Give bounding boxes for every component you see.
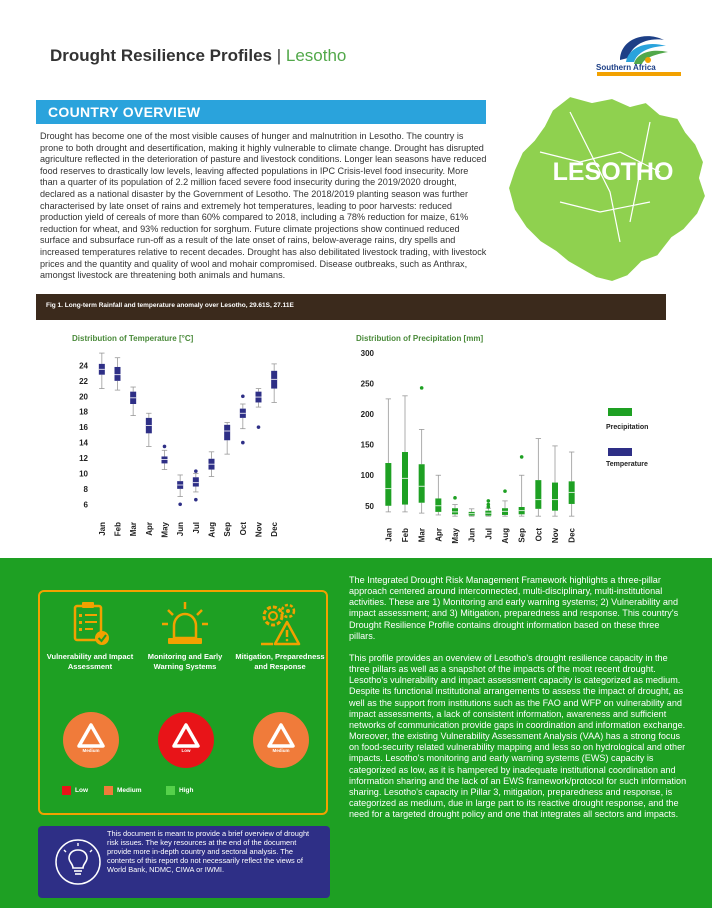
legend-label-temperature: Temperature <box>606 461 648 468</box>
box-body <box>115 367 121 381</box>
checklist-icon <box>63 600 117 648</box>
warning-triangle-icon <box>266 722 296 750</box>
lesotho-map-shape <box>508 96 706 282</box>
document-title-text: Drought Resilience Profiles <box>50 46 272 65</box>
level-high <box>166 784 193 796</box>
legend-swatch-precipitation <box>608 408 632 416</box>
outlier-point <box>503 489 507 493</box>
x-tick-label: Nov <box>551 528 560 544</box>
framework-paragraph-2: This profile provides an overview of Lesotho's drought resilience capacity in the three pillars as well as a snapshot of the impacts of the most recent drought. Lesotho's vulnerability and impact assessment capacity is categorized as medium. Despite its functional institutional arrangements to assess the impact of drought, as well as the support from institutions such as the FAO and WFP on vulnerability and impact assessments, a lack of consistent information, awareness and sufficient networks of communication provide gaps in coordination and information exchange. Moreover, the existing Vulnerability Assessment Analysis (VAA) has a strong focus on food-security related vulnerability mapping and less so on hydrological and other impacts. Lesotho's monitoring and early warning systems (EWS) capacity is categorized as low, as it is hampered by inadequate institutional coordination and information sharing and the lack of an EWS framework/protocol for such information sharing. Lesotho's capacity in Pillar 3, mitigation, preparedness and response, is categorized as medium, due in large part to its reactive drought response, and the need for a targeted drought policy and one that integrates all sectors and impacts. <box>349 652 687 820</box>
gears-warning-icon <box>253 600 307 648</box>
box-jan <box>385 399 391 512</box>
precipitation-legend <box>606 408 648 468</box>
pillar-badge-vulnerability <box>63 712 119 768</box>
y-tick-label: 20 <box>79 392 88 402</box>
y-tick-label: 10 <box>79 469 88 479</box>
legend-label-precipitation: Precipitation <box>606 424 649 431</box>
box-nov <box>256 389 262 429</box>
y-tick-label: 250 <box>360 379 374 389</box>
box-may <box>452 496 458 516</box>
x-tick-label: Jul <box>484 528 494 540</box>
document-country: Lesotho <box>285 46 347 65</box>
y-tick-label: 6 <box>83 500 88 510</box>
outlier-point <box>520 455 524 459</box>
pillar-badge-mitigation <box>253 712 309 768</box>
x-tick-label: Apr <box>144 522 154 536</box>
box-dec <box>569 452 575 516</box>
x-tick-label: Oct <box>238 522 248 536</box>
y-tick-label: 200 <box>360 410 374 420</box>
box-sep <box>224 423 230 455</box>
outlier-point <box>194 469 198 473</box>
outlier-point <box>178 502 182 506</box>
level-medium <box>104 784 142 796</box>
box-aug <box>502 489 508 516</box>
level-label-low: Low <box>75 786 88 794</box>
warning-triangle-icon <box>76 722 106 750</box>
box-apr <box>146 413 152 446</box>
box-jan <box>99 353 105 388</box>
y-tick-label: 16 <box>79 423 88 433</box>
temperature-chart-title: Distribution of Temperature [°C] <box>72 334 194 343</box>
title-separator: | <box>276 46 282 65</box>
pillar-badge-text-monitoring: Low <box>181 748 191 753</box>
pillar-badge-text-mitigation: Medium <box>272 748 290 753</box>
y-tick-label: 12 <box>79 454 88 463</box>
x-tick-label: Aug <box>207 522 217 538</box>
box-mar <box>419 386 425 513</box>
warning-triangle-icon <box>171 722 201 750</box>
box-feb <box>402 396 408 512</box>
box-body <box>435 498 441 511</box>
box-jun <box>177 475 183 506</box>
outlier-point <box>487 499 491 503</box>
y-tick-label: 22 <box>79 376 88 386</box>
level-swatch-low <box>62 786 71 795</box>
level-low <box>62 784 88 796</box>
x-tick-label: Jun <box>176 522 186 537</box>
x-tick-label: May <box>160 522 170 538</box>
outlier-point <box>163 445 167 449</box>
level-swatch-high <box>166 786 175 795</box>
x-tick-label: Jun <box>467 528 477 543</box>
x-tick-label: Dec <box>270 522 280 537</box>
level-swatch-medium <box>104 786 113 795</box>
y-tick-label: 8 <box>83 484 88 494</box>
temperature-chart <box>60 330 330 560</box>
precipitation-plot-area <box>361 349 577 544</box>
framework-paragraph-1: The Integrated Drought Risk Management Framework highlights a three-pillar approach centered around interconnected, multi-disciplinary, multi-institutional activities. These are 1) Monitoring and early warning systems; 2) Vulnerability and impact assessment; and 3) Mitigation, preparedness and response. This country's Drought Resilience Profile contains drought information based on these three pillars. <box>349 575 679 641</box>
box-body <box>193 477 199 486</box>
x-tick-label: Oct <box>534 528 544 542</box>
legend-swatch-temperature <box>608 448 632 456</box>
outlier-point <box>257 425 261 429</box>
document-title <box>50 46 346 66</box>
figure-caption: Fig 1. Long-term Rainfall and temperature anomaly over Lesotho, 29.61S, 27.11E <box>46 302 294 309</box>
alarm-icon <box>158 600 212 648</box>
y-tick-label: 300 <box>360 349 374 359</box>
pillars-panel <box>38 590 328 815</box>
box-body <box>419 464 425 502</box>
box-body <box>535 480 541 509</box>
box-oct <box>240 394 246 444</box>
x-tick-label: Mar <box>417 528 427 543</box>
x-tick-label: Mar <box>129 522 139 537</box>
x-tick-label: Sep <box>223 522 233 537</box>
x-tick-label: Aug <box>501 528 510 544</box>
outlier-point <box>241 441 245 445</box>
x-tick-label: May <box>451 528 460 544</box>
country-overview-text: Drought has become one of the most visible causes of hunger and malnutrition in Lesotho. The country is prone to both drought and desertification, making it highly vulnerable to climate change. Drought has disrupted agriculture reflected in the deterioration of pasture and livestock conditions. Longer lean seasons have reduced food reserves to drastically low levels, leaving affected populations in IPC Crisis-level food insecurity. More than a quarter of its population of 2.2 million faced severe food insecurity during the 2019/2020 drought, declared as a national disaster by the Government of Lesotho. The 2018/2019 planting season was further characterised by late onset of rains and extremely hot temperatures, leading to poor harvests: reduced production yield of cereals of more than 60% compared to 2018, including a 78% reduction for maize, 61% reduction for wheat, and 93% reduction for sorghum. Future climate projections show continued reduced surface and subsurface run-off as a result of the late onset of rains, below-average rains, dry spells and increased temperatures relative to recent decades. Drought has also debilitated livestock trading, with livestock prices and the quantity and quality of wool and mohair compromised. Disease outbreaks, such as Anthrax, amongst livestock are threatening both animals and humans. <box>40 131 487 281</box>
box-sep <box>519 455 525 516</box>
box-jun <box>469 509 475 516</box>
precipitation-chart <box>340 330 649 560</box>
box-body <box>552 483 558 511</box>
temperature-plot-area <box>79 353 279 537</box>
x-tick-label: Jan <box>384 528 394 542</box>
logo-underline <box>597 72 681 76</box>
y-tick-label: 24 <box>79 361 88 371</box>
disclaimer-text: This document is meant to provide a brief overview of drought risk issues. The key resources at the end of the document provide more in-depth country and sectoral analysis. The contents of this report do not necessarily reflect the views of World Bank, NDMC, CIWA or IWMI. <box>107 829 310 874</box>
box-feb <box>115 358 121 390</box>
y-tick-label: 50 <box>365 501 374 511</box>
box-nov <box>552 446 558 516</box>
box-mar <box>130 387 136 416</box>
box-oct <box>535 439 541 517</box>
y-tick-label: 150 <box>360 440 374 450</box>
country-overview-title: COUNTRY OVERVIEW <box>48 104 201 120</box>
box-aug <box>209 452 215 477</box>
x-tick-label: Nov <box>254 522 264 538</box>
outlier-point <box>241 394 245 398</box>
level-label-high: High <box>179 786 194 794</box>
pillar-badge-text-vulnerability: Medium <box>82 748 100 753</box>
figure-caption-bar <box>36 294 666 320</box>
outlier-point <box>487 505 491 509</box>
y-tick-label: 14 <box>79 438 88 448</box>
box-may <box>162 445 168 470</box>
pillar-label-mitigation: Mitigation, Preparedness and Response <box>235 652 325 671</box>
framework-text <box>349 575 687 831</box>
x-tick-label: Jul <box>191 522 201 534</box>
y-tick-label: 18 <box>79 407 88 417</box>
box-body <box>452 508 458 514</box>
outlier-point <box>420 386 424 390</box>
x-tick-label: Apr <box>434 528 444 542</box>
lightbulb-icon <box>54 838 102 886</box>
disclaimer-box <box>38 826 330 898</box>
x-tick-label: Jan <box>97 522 107 536</box>
box-jul <box>193 469 199 501</box>
x-tick-label: Feb <box>113 522 123 537</box>
lesotho-map <box>500 92 710 292</box>
precipitation-chart-title: Distribution of Precipitation [mm] <box>356 334 484 343</box>
box-jul <box>485 499 491 516</box>
pillar-label-vulnerability: Vulnerability and Impact Assessment <box>46 652 134 671</box>
country-overview-header <box>36 100 486 124</box>
outlier-point <box>453 496 457 500</box>
pillar-badge-monitoring <box>158 712 214 768</box>
pillar-label-monitoring: Monitoring and Early Warning Systems <box>147 652 223 671</box>
x-tick-label: Sep <box>517 528 527 543</box>
x-tick-label: Feb <box>401 528 410 543</box>
y-tick-label: 100 <box>360 471 374 481</box>
box-body <box>224 425 230 440</box>
capacity-level-legend <box>62 784 322 798</box>
map-country-label: LESOTHO <box>552 158 674 186</box>
page-header <box>0 0 712 92</box>
level-label-medium: Medium <box>117 786 142 794</box>
box-body <box>385 463 391 506</box>
box-apr <box>435 475 441 515</box>
box-dec <box>271 364 277 403</box>
logo-text: Southern Africa <box>596 63 656 72</box>
x-tick-label: Dec <box>567 528 577 543</box>
outlier-point <box>194 498 198 502</box>
